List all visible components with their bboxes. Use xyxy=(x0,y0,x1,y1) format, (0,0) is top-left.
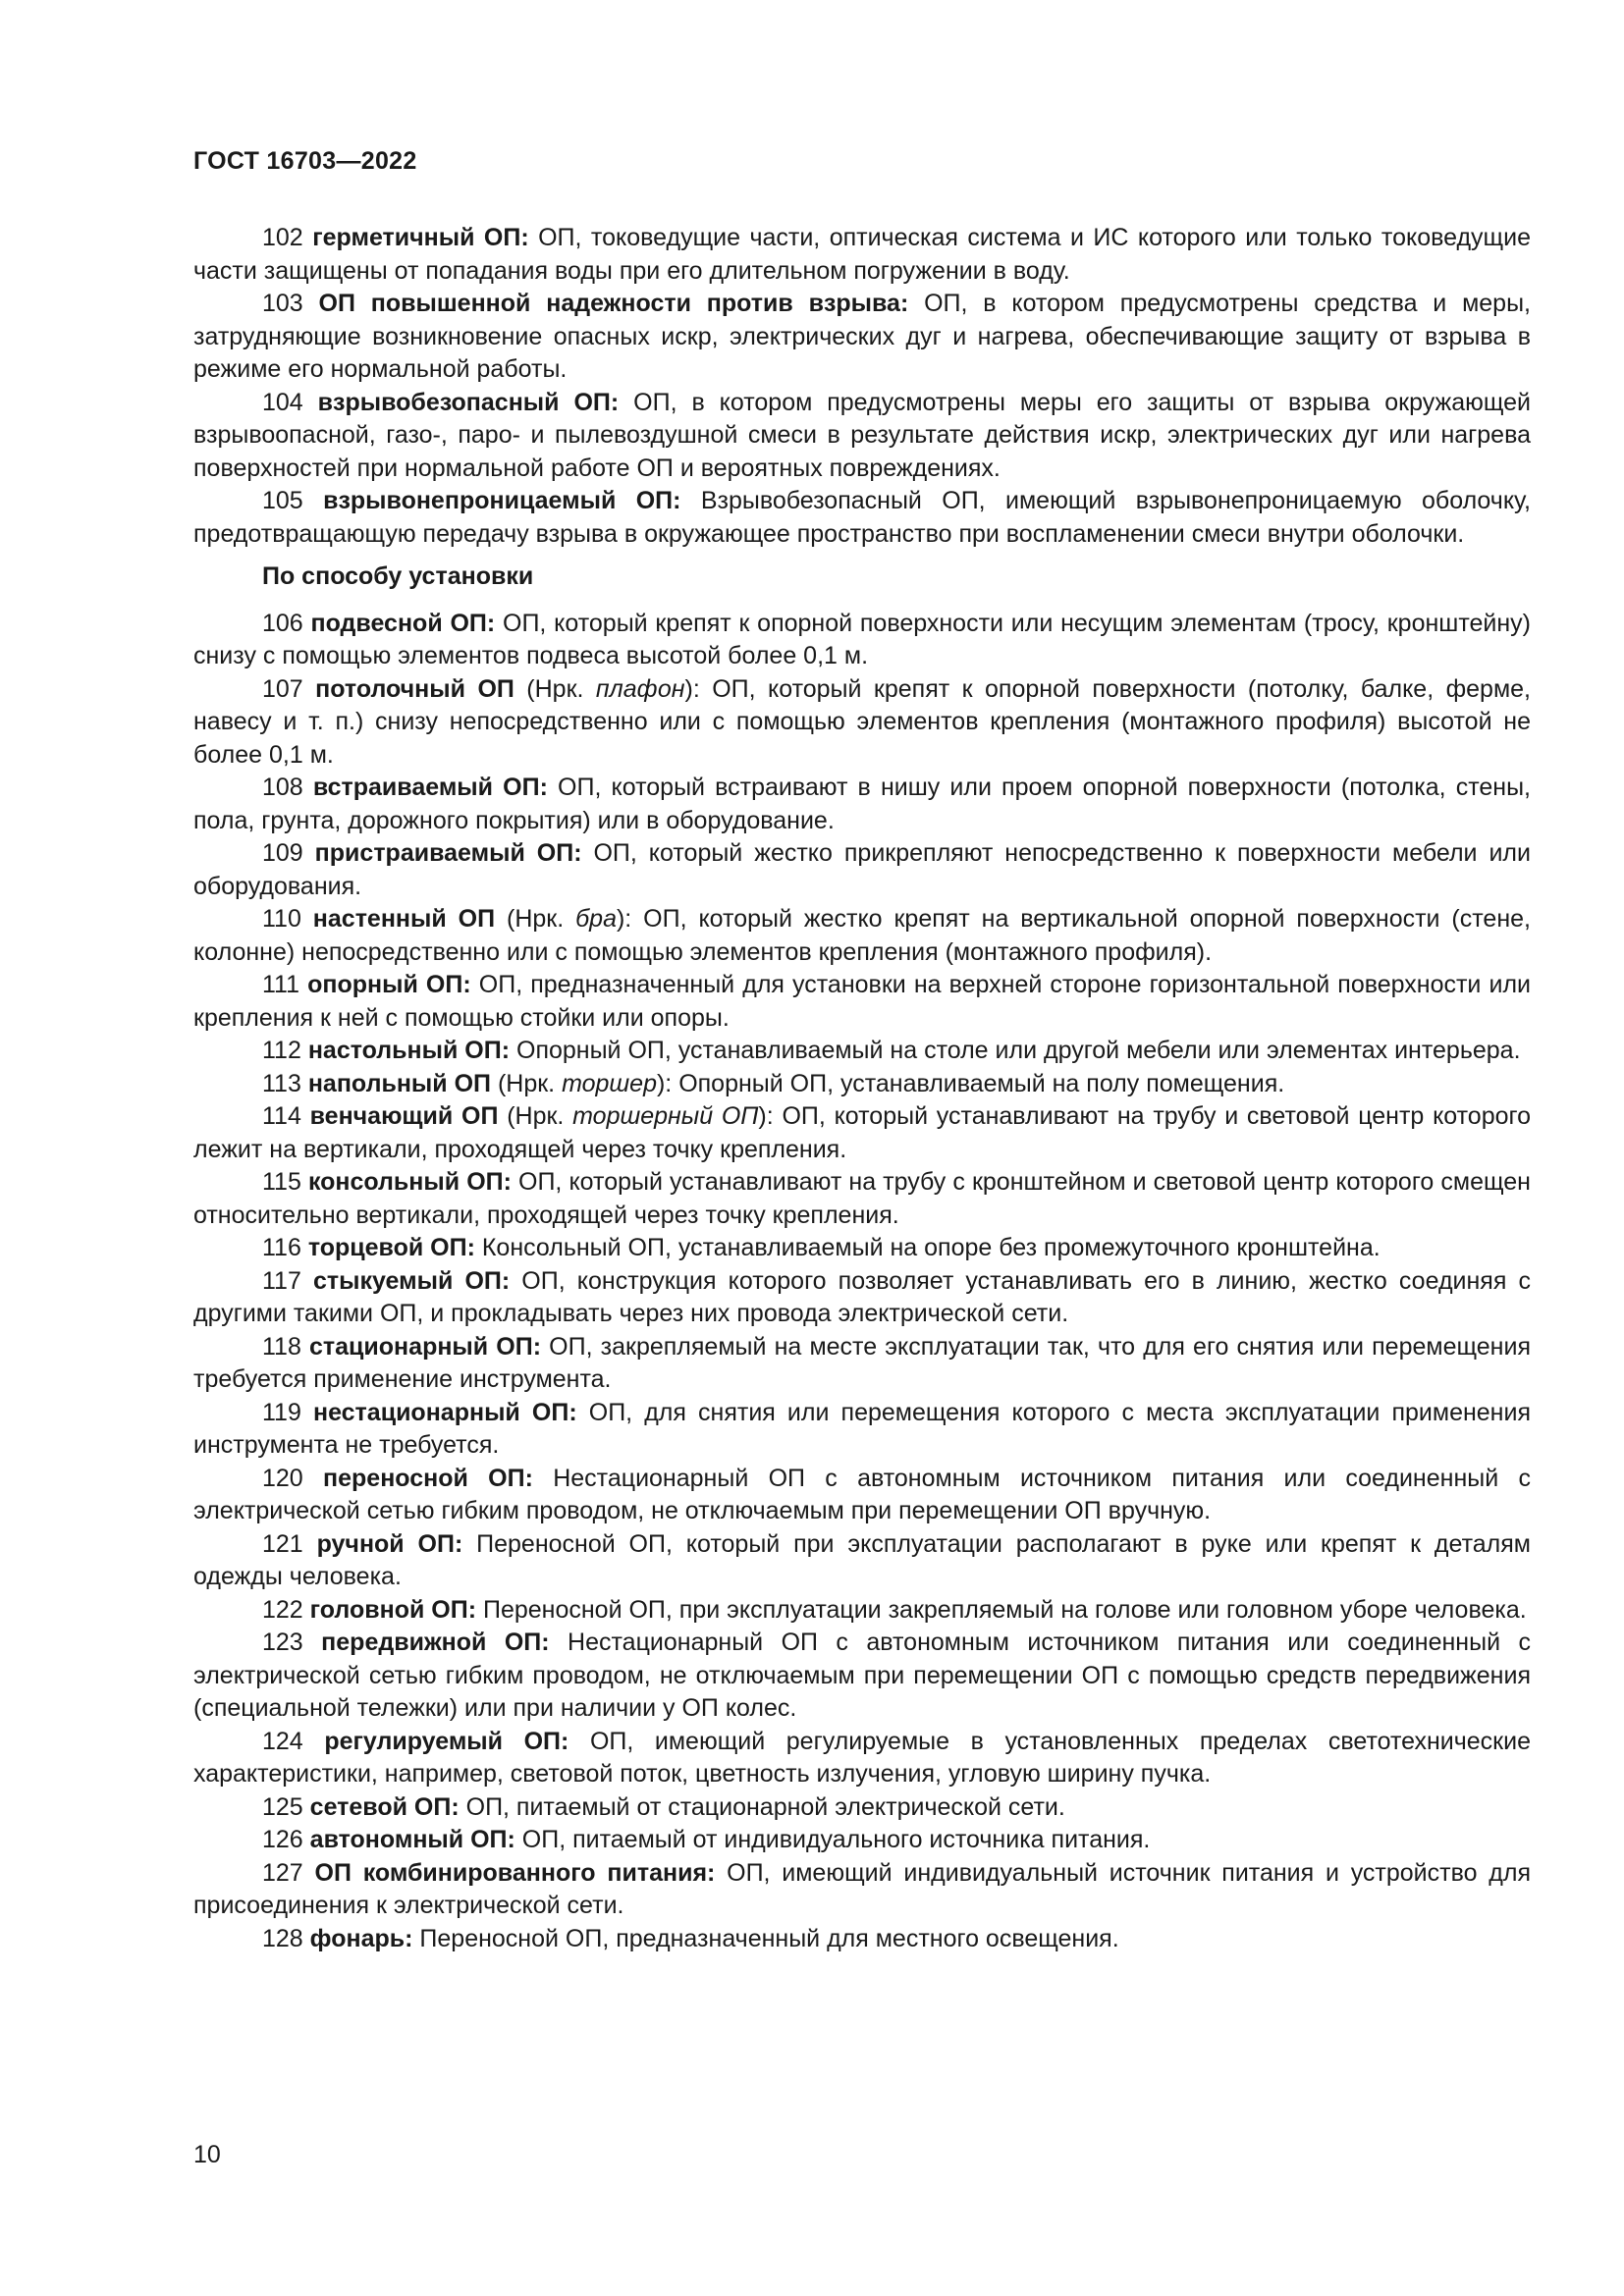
entry-term: ОП комбинированного питания: xyxy=(314,1858,716,1887)
definition-entry xyxy=(193,1068,1531,1101)
definition-entry xyxy=(193,1528,1531,1594)
entry-definition: ОП, который крепят к опорной поверхности или несущим элементам (тросу, кронштейну) снизу с помощью элементов подвеса высотой более 0,1 м. xyxy=(193,609,1532,669)
entry-term: взрывонепроницаемый ОП: xyxy=(323,487,681,514)
document-header: ГОСТ 16703—2022 xyxy=(193,147,417,175)
entry-definition: ОП, который устанавливают на трубу с кронштейном и световой центр которого смещен относительно вертикали, проходящей через точку крепления. xyxy=(193,1168,1531,1229)
entry-number: 113 xyxy=(262,1069,301,1097)
entry-number: 110 xyxy=(262,905,301,933)
entry-definition: Переносной ОП, предназначенный для местного освещения. xyxy=(412,1924,1119,1952)
entry-definition: ОП, имеющий индивидуальный источник питания и устройство для присоединения к электрической сети. xyxy=(193,1858,1531,1919)
entry-definition: ): ОП, который жестко крепят на вертикальной опорной поверхности (стене, колонне) непосредственно или с помощью элементов крепления (монтажного профиля). xyxy=(193,905,1531,966)
definition-entry xyxy=(193,222,1531,288)
definition-entry xyxy=(193,1232,1531,1265)
definition-entry xyxy=(193,1726,1531,1791)
entry-definition: ОП, имеющий регулируемые в установленных пределах светотехнические характеристики, например, световой поток, цветность излучения, угловую ширину пучка. xyxy=(193,1727,1531,1788)
entry-term: фонарь: xyxy=(309,1924,413,1952)
entry-number: 125 xyxy=(262,1792,303,1821)
entry-definition: ОП, закрепляемый на месте эксплуатации так, что для его снятия или перемещения требуется применение инструмента. xyxy=(193,1332,1531,1393)
entry-definition: ОП, конструкция которого позволяет устанавливать его в линию, жестко соединяя с другими такими ОП, и прокладывать через них провода электрической сети. xyxy=(193,1266,1531,1327)
entry-abbrev-prefix: (Нрк. xyxy=(498,1102,573,1130)
document-body xyxy=(193,222,1531,1955)
entry-term: консольный ОП: xyxy=(307,1168,512,1196)
entry-term: опорный ОП: xyxy=(307,971,471,998)
entry-number: 126 xyxy=(262,1826,303,1853)
entry-number: 116 xyxy=(262,1234,301,1261)
entry-definition: ): Опорный ОП, устанавливаемый на полу помещения. xyxy=(656,1069,1285,1097)
entry-term: напольный ОП xyxy=(307,1069,491,1097)
entry-definition: Консольный ОП, устанавливаемый на опоре без промежуточного кронштейна. xyxy=(474,1234,1380,1261)
entry-non-recommended-term: торшер xyxy=(562,1069,657,1097)
entry-term: нестационарный ОП: xyxy=(312,1398,577,1426)
entry-term: стыкуемый ОП: xyxy=(312,1266,511,1295)
entry-definition: ОП, питаемый от стационарной электрической сети. xyxy=(459,1792,1065,1821)
entry-number: 115 xyxy=(262,1168,301,1196)
entry-definition: ОП, который встраивают в нишу или проем опорной поверхности (потолка, стены, пола, грунта, дорожного покрытия) или в оборудование. xyxy=(193,774,1531,834)
entry-number: 121 xyxy=(262,1529,303,1558)
entry-number: 122 xyxy=(262,1595,303,1624)
entry-number: 124 xyxy=(262,1727,303,1755)
section-title: По способу установки xyxy=(262,562,534,590)
entry-number: 117 xyxy=(262,1266,301,1295)
entry-term: ОП повышенной надежности против взрыва: xyxy=(318,290,909,317)
definition-entry xyxy=(193,1857,1531,1923)
entry-non-recommended-term: плафон xyxy=(595,674,685,703)
entry-definition: ОП, в котором предусмотрены меры его защиты от взрыва окружающей взрывоопасной, газо-, паро- и пылевоздушной смеси в результате действия искр, электрических дуг или нагрева поверхностей при нормальной работе ОП и вероятных повреждениях. xyxy=(193,388,1532,482)
entry-term: настольный ОП: xyxy=(307,1037,511,1064)
entry-term: подвесной ОП: xyxy=(310,609,496,637)
entry-number: 120 xyxy=(262,1464,303,1492)
entry-number: 107 xyxy=(262,674,303,703)
definition-entry xyxy=(193,1594,1531,1628)
entry-abbrev-prefix: (Нрк. xyxy=(514,674,596,703)
definition-entry xyxy=(193,1035,1531,1068)
entry-number: 105 xyxy=(262,487,303,514)
entry-definition: ОП, предназначенный для установки на верхней стороне горизонтальной поверхности или крепления к ней с помощью стойки или опоры. xyxy=(193,971,1531,1032)
entry-term: встраиваемый ОП: xyxy=(312,774,548,801)
entries-group-b xyxy=(193,608,1531,1956)
entry-number: 109 xyxy=(262,839,303,867)
entry-number: 106 xyxy=(262,609,303,637)
definition-entry xyxy=(193,673,1531,773)
entry-term: настенный ОП xyxy=(312,905,496,933)
definition-entry xyxy=(193,772,1531,837)
definition-entry xyxy=(193,1100,1531,1166)
definition-entry xyxy=(193,1923,1531,1956)
entry-number: 104 xyxy=(262,388,303,416)
entries-group-a xyxy=(193,222,1531,551)
entry-abbrev-prefix: (Нрк. xyxy=(495,905,576,933)
definition-entry xyxy=(193,1824,1531,1857)
entry-definition: Взрывобезопасный ОП, имеющий взрывонепроницаемую оболочку, предотвращающую передачу взрыва в окружающее пространство при воспламенении смеси внутри оболочки. xyxy=(193,487,1531,548)
entry-number: 112 xyxy=(262,1037,301,1064)
definition-entry xyxy=(193,1265,1531,1331)
entry-definition: Переносной ОП, который при эксплуатации располагают в руке или крепят к деталям одежды человека. xyxy=(193,1529,1531,1590)
entry-number: 114 xyxy=(262,1102,301,1130)
definition-entry xyxy=(193,387,1531,486)
definition-entry xyxy=(193,1397,1531,1463)
entry-term: регулируемый ОП: xyxy=(324,1727,569,1755)
entry-number: 123 xyxy=(262,1629,303,1656)
definition-entry xyxy=(193,1463,1531,1528)
entry-term: венчающий ОП xyxy=(309,1102,499,1130)
entry-non-recommended-term: торшерный ОП xyxy=(572,1102,759,1130)
entry-definition: ): ОП, который устанавливают на трубу и световой центр которого лежит на вертикали, проходящей через точку крепления. xyxy=(193,1102,1531,1163)
entry-number: 111 xyxy=(262,971,300,998)
entry-number: 102 xyxy=(262,224,303,251)
entry-term: взрывобезопасный ОП: xyxy=(317,388,620,416)
entry-definition: ОП, питаемый от индивидуального источника питания. xyxy=(514,1826,1151,1853)
entry-non-recommended-term: бра xyxy=(575,905,617,933)
definition-entry xyxy=(193,1791,1531,1825)
entry-definition: Нестационарный ОП с автономным источником питания или соединенный с электрической сетью гибким проводом, не отключаемым при перемещении ОП вручную. xyxy=(193,1464,1531,1524)
entry-definition: ОП, токоведущие части, оптическая система и ИС которого или только токоведущие части защищены от попадания воды при его длительном погружении в воду. xyxy=(193,224,1531,285)
entry-definition: ОП, для снятия или перемещения которого с места эксплуатации применения инструмента не требуется. xyxy=(193,1398,1531,1459)
entry-number: 128 xyxy=(262,1924,303,1952)
definition-entry xyxy=(193,969,1531,1035)
entry-number: 119 xyxy=(262,1398,301,1426)
definition-entry xyxy=(193,288,1531,387)
definition-entry xyxy=(193,1627,1531,1726)
entry-definition: Опорный ОП, устанавливаемый на столе или другой мебели или элементах интерьера. xyxy=(510,1037,1521,1064)
entry-term: ручной ОП: xyxy=(316,1529,463,1558)
entry-definition: Нестационарный ОП с автономным источником питания или соединенный с электрической сетью гибким проводом, не отключаемым при перемещении ОП с помощью средств передвижения (специальной тележки) или при наличии у ОП колес. xyxy=(193,1629,1531,1722)
entry-definition: ОП, в котором предусмотрены средства и меры, затрудняющие возникновение опасных искр, электрических дуг и нагрева, обеспечивающие защиту от взрыва в режиме его нормальной работы. xyxy=(193,290,1531,383)
entry-number: 118 xyxy=(262,1332,301,1361)
definition-entry xyxy=(193,485,1531,551)
entry-definition: Переносной ОП, при эксплуатации закрепляемый на голове или головном уборе человека. xyxy=(476,1595,1527,1624)
definition-entry xyxy=(193,608,1531,673)
definition-entry xyxy=(193,1166,1531,1232)
entry-term: головной ОП: xyxy=(309,1595,477,1624)
entry-term: переносной ОП: xyxy=(323,1464,533,1492)
entry-number: 108 xyxy=(262,774,303,801)
entry-number: 127 xyxy=(262,1858,303,1887)
entry-term: передвижной ОП: xyxy=(321,1629,550,1656)
entry-term: герметичный ОП: xyxy=(312,224,529,251)
entry-term: торцевой ОП: xyxy=(307,1234,475,1261)
entry-abbrev-prefix: (Нрк. xyxy=(491,1069,563,1097)
entry-term: сетевой ОП: xyxy=(309,1792,460,1821)
definition-entry xyxy=(193,837,1531,903)
entry-definition: ОП, который жестко прикрепляют непосредственно к поверхности мебели или оборудования. xyxy=(193,839,1531,900)
page-number: 10 xyxy=(193,2141,221,2168)
definition-entry xyxy=(193,903,1531,969)
entry-term: автономный ОП: xyxy=(309,1826,515,1853)
entry-definition: ): ОП, который крепят к опорной поверхности (потолку, балке, ферме, навесу и т. п.) снизу непосредственно или с помощью элементов крепления (монтажного профиля) высотой не более 0,1 м. xyxy=(193,674,1531,769)
entry-number: 103 xyxy=(262,290,303,317)
entry-term: пристраиваемый ОП: xyxy=(314,839,582,867)
entry-term: стационарный ОП: xyxy=(309,1332,542,1361)
definition-entry xyxy=(193,1331,1531,1397)
entry-term: потолочный ОП xyxy=(315,674,514,703)
